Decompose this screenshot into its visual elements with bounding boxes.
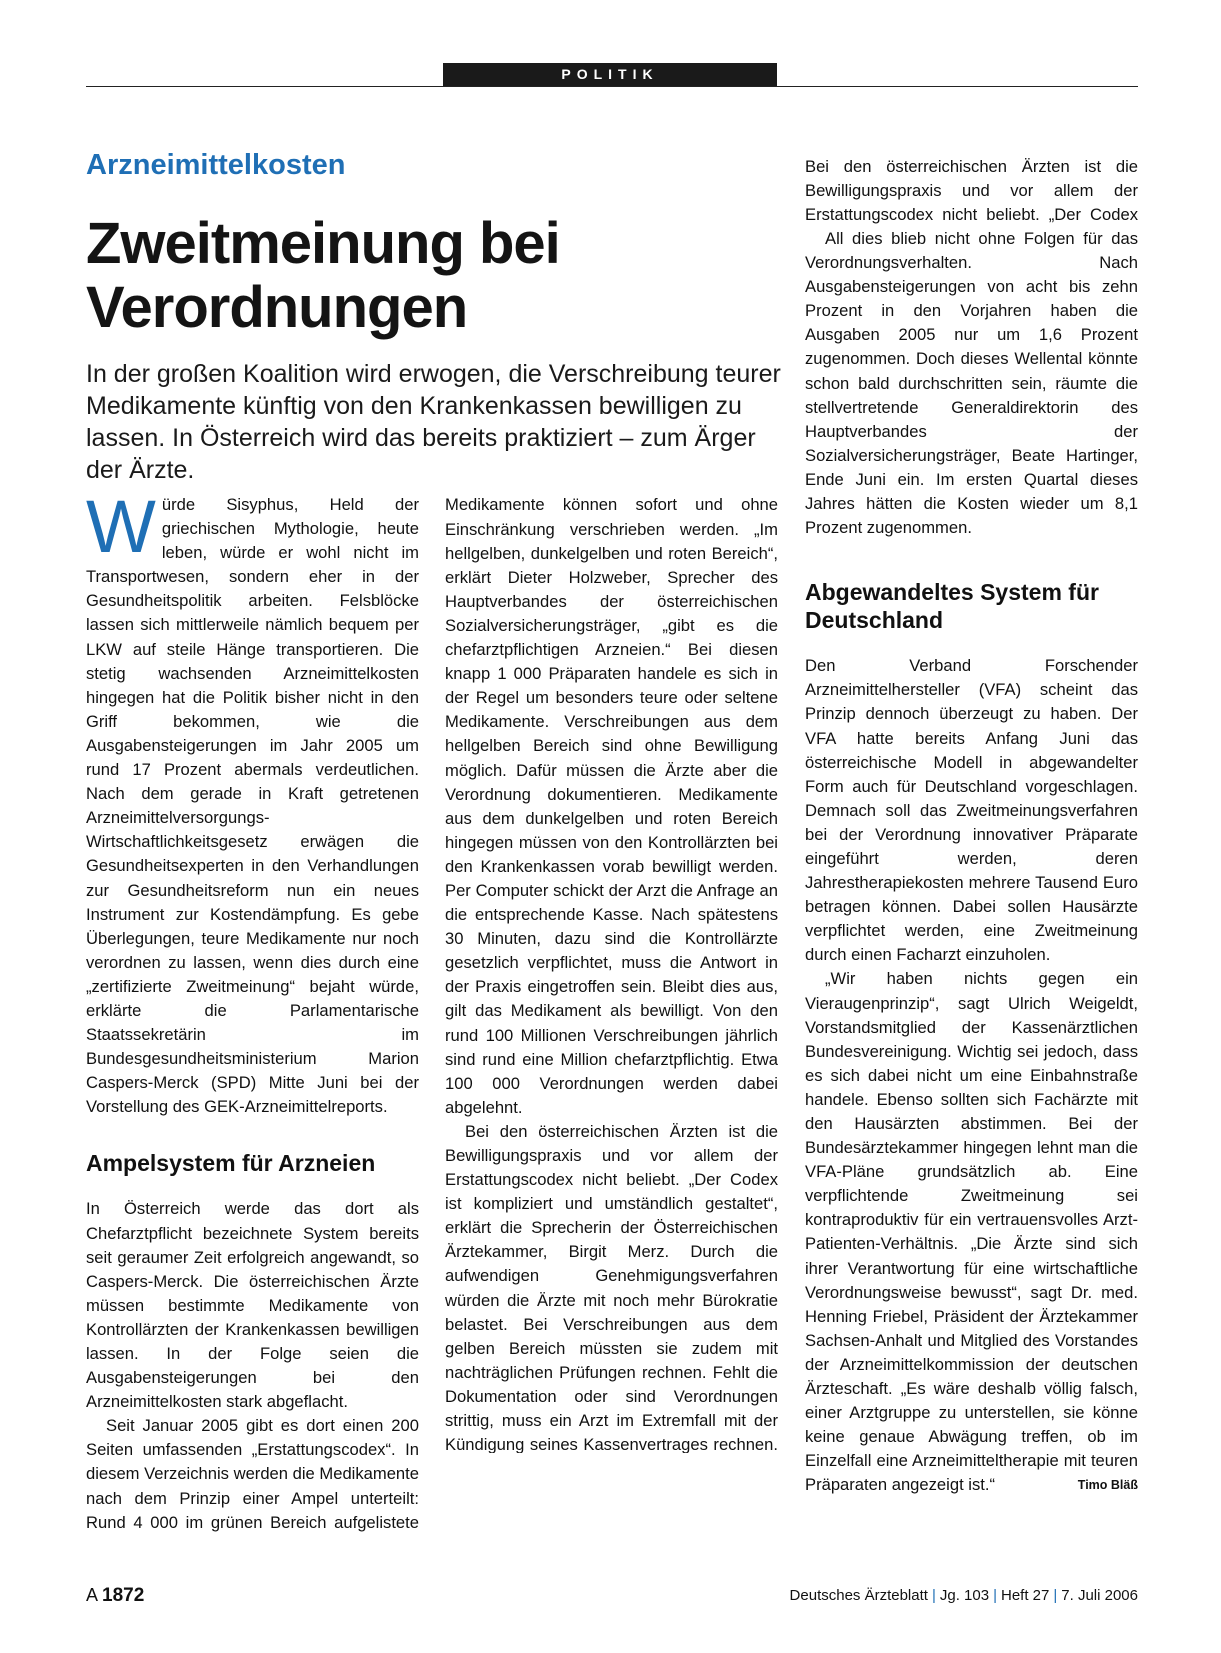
journal-footer <box>790 1587 1138 1604</box>
footer-separator: | <box>993 1587 997 1604</box>
body-paragraph: Bei den österreichischen Ärzten ist die Bewilligungspraxis und vor allem der Erstattungscodex nicht beliebt. „Der Codex ist kompliziert und umständlich gestaltet“, erklärt die Sprecherin der Österreichischen Ärztekammer, Birgit Merz. Durch die aufwendigen Genehmigungsverfahren würden die Ärzte mit noch mehr Bürokratie belastet. Bei Verschreibungen aus dem gelben Bereich müssten sie zudem mit nachträglichen Prüfungen rechnen. Fehlt die Dokumentation oder sind Verordnungen strittig, muss ein Arzt im Extremfall mit der Kündigung seines Kassenvertrages rechnen. <box>445 1121 778 1453</box>
journal-name: Deutsches Ärzteblatt <box>789 1587 928 1604</box>
body-paragraph-tail <box>805 155 1138 227</box>
dropcap: W <box>86 485 156 568</box>
body-paragraph: In Österreich werde das dort als Chefarztpflicht bezeichnete System bereits seit geraumer Zeit erfolgreich angewandt, so Caspers-Merck. Die österreichischen Ärzte müssen bestimmte Medikamente von Kontrollärzten der Krankenkassen bewilligen lassen. In der Folge seien die Ausgabensteigerungen bei den Arzneimittelkosten stark abgeflacht. <box>86 1199 419 1412</box>
body-paragraph: All dies blieb nicht ohne Folgen für das Verordnungsverhalten. Nach Ausgabensteigerungen von acht bis zehn Prozent in den Vorjahren haben die Ausgaben 2005 nur um 1,6 Prozent zugenommen. Doch dieses Wellental könnte schon bald durchschritten sein, räumte die stellvertretende Generaldirektorin des Hauptverbandes der Sozialversicherungsträger, Beate Hartinger, Ende Juni ein. Im ersten Quartal dieses Jahres hätten die Kosten wieder um 8,1 Prozent zugenommen. <box>805 229 1138 538</box>
footer-separator: | <box>931 1587 936 1604</box>
page-number <box>86 1585 144 1607</box>
footer-separator: | <box>1053 1587 1058 1604</box>
journal-date: 7. Juli 2006 <box>1061 1587 1138 1604</box>
page-prefix: A <box>86 1585 98 1605</box>
journal-volume: Jg. 103 <box>939 1587 990 1604</box>
body-paragraph: Den Verband Forschender Arzneimittelhersteller (VFA) scheint das Prinzip dennoch überzeugt zu haben. Der VFA hatte bereits Anfang Juni das österreichische Modell in abgewandelter Form auch für Deutschland vorgeschlagen. Demnach soll das Zweitmeinungsverfahren bei der Verordnung innovativer Präparate eingeführt werden, deren Jahrestherapiekosten mehrere Tausend Euro betragen können. Dabei sollen Hausärzte verpflichtet werden, eine Zweitmeinung durch einen Facharzt einzuholen. <box>805 656 1138 965</box>
section-label: POLITIK <box>443 63 777 86</box>
article-headline: Zweitmeinung bei Verordnungen <box>86 211 560 340</box>
paragraph-text: „Wir haben nichts gegen ein Vieraugenprinzip“, sagt Ulrich Weigeldt, Vorstandsmitglied der Kassenärztlichen Bundesvereinigung. Wichtig sei jedoch, dass es sich dabei nicht um eine Einbahnstraße handele. Ebenso sollten sich Fachärzte mit den Hausärzten abstimmen. Bei der Bundesärztekammer hingegen lehnt man die VFA-Pläne grundsätzlich ab. Eine verpflichtende Zweitmeinung sei kontraproduktiv für ein vertrauensvolles Arzt-Patienten-Verhältnis. „Die Ärzte sind sich ihrer Verantwortung für eine wirtschaftliche Verordnungsweise bewusst“, sagt Dr. med. Henning Friebel, Präsident der Ärztekammer Sachsen-Anhalt und Mitglied des Vorstandes der Arzneimittelkommission der deutschen Ärzteschaft. „Es wäre deshalb völlig falsch, einer Arztgruppe zu unterstellen, sie könne keine genaue Abwägung treffen, ob im Einzelfall eine Arzneimitteltherapie mit teuren Präparaten angezeigt ist.“ <box>805 969 1138 1495</box>
body-column-2 <box>445 493 778 1453</box>
page-number-value: 1872 <box>102 1585 145 1606</box>
body-paragraph <box>805 967 1138 1497</box>
body-column-3 <box>805 155 1138 1498</box>
author-name: Timo Bläß <box>1077 1478 1138 1493</box>
body-paragraph-continued: Seit Januar 2005 gibt es dort einen 200 Seiten umfassenden „Erstattungscodex“. In diesem Verzeichnis werden die Medikamente nach dem Prinzip einer Ampel unterteilt: Rund 4 000 im grünen Bereich aufgelistete <box>86 1416 419 1532</box>
paragraph-tail-text: Bei den österreichischen Ärzten ist die Bewilligungspraxis und vor allem der Erstattungscodex nicht beliebt. „Der Codex <box>805 157 1138 225</box>
journal-issue: Heft 27 <box>1000 1587 1050 1604</box>
article-kicker: Arzneimittelkosten <box>86 149 346 181</box>
top-rule <box>86 86 1138 87</box>
body-paragraph-continuation: Medikamente können sofort und ohne Einschränkung verschrieben werden. „Im hellgelben, dunkelgelben und roten Bereich“, erklärt Dieter Holzweber, Sprecher des Hauptverbandes der österreichischen Sozialversicherungsträger, „gibt es die chefarztpflichtigen Arzneien.“ Bei diesen knapp 1 000 Präparaten handele es sich in der Regel um besonders teure oder seltene Medikamente. Verschreibungen aus dem hellgelben Bereich sind ohne Bewilligung möglich. Dafür müssen die Ärzte aber die Verordnung dokumentieren. Medikamente aus dem dunkelgelben und roten Bereich hingegen müssen von den Kontrollärzten bei den Krankenkassen vorab bewilligt werden. Per Computer schickt der Arzt die Anfrage an die entsprechende Kasse. Nach spätestens 30 Minuten, dazu sind die Kontrollärzte gesetzlich verpflichtet, muss die Antwort in der Praxis eingetroffen sein. Bleibt dies aus, gilt das Medikament als bewilligt. Von den rund 100 Millionen Verschreibungen jährlich sind rund eine Million chefarztpflichtig. Etwa 100 000 Verordnungen werden dabei abgelehnt. <box>445 495 778 1117</box>
body-column-1 <box>86 485 419 1534</box>
article-lede: In der großen Koalition wird erwogen, die Verschreibung teurer Medikamente künftig von den Krankenkassen bewilligen zu lassen. In Österreich wird das bereits praktiziert – zum Ärger der Ärzte. <box>86 360 781 484</box>
subhead-ampelsystem: Ampelsystem für Arzneien <box>86 1150 376 1177</box>
subhead-deutschland: Abgewandeltes System für Deutschland <box>805 579 1099 634</box>
body-paragraph <box>86 485 419 1119</box>
paragraph-text: ürde Sisyphus, Held der griechischen Mythologie, heute leben, würde er wohl nicht im Transportwesen, sondern eher in der Gesundheitspolitik arbeiten. Felsblöcke lassen sich mittlerweile nämlich bequem per LKW auf steile Hänge transportieren. Die stetig wachsenden Arzneimittelkosten hingegen hat die Politik bisher nicht in den Griff bekommen, wie die Ausgabensteigerungen im Jahr 2005 um rund 17 Prozent abermals verdeutlichen. Nach dem gerade in Kraft getretenen Arzneimittelversorgungs-Wirtschaftlichkeitsgesetz erwägen die Gesundheitsexperten in den Verhandlungen zur Gesundheitsreform nun ein neues Instrument zur Kostendämpfung. Es gebe Überlegungen, teure Medikamente nur noch verordnen zu lassen, wenn dies durch eine „zertifizierte Zweitmeinung“ bejaht würde, erklärte die Parlamentarische Staatssekretärin im Bundesgesundheitsministerium Marion Caspers-Merck (SPD) Mitte Juni bei der Vorstellung des GEK-Arzneimittelreports. <box>86 495 419 1117</box>
